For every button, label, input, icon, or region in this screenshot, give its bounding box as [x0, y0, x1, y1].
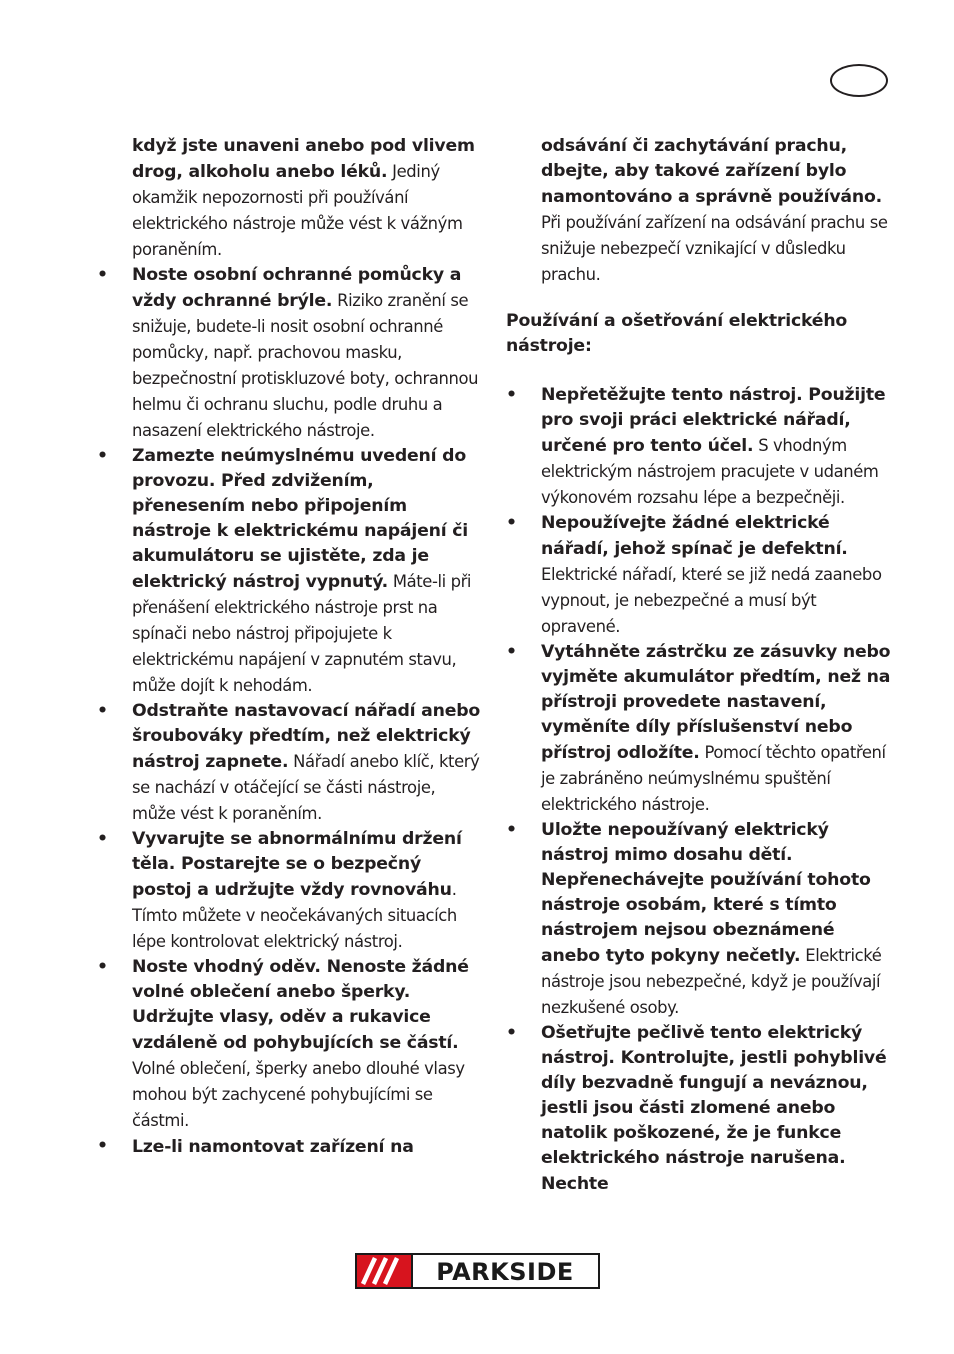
- logo-text: PARKSIDE: [436, 1258, 574, 1286]
- list-item: [97, 1134, 482, 1160]
- list-item: [97, 444, 482, 699]
- bullet-icon: •: [506, 642, 517, 662]
- left-intro-bold: když jste unaveni anebo pod vlivem drog, alkoholu anebo léků.: [132, 136, 475, 182]
- item-bold: Noste osobní ochranné pomůcky a vždy ochranné brýle.: [132, 265, 462, 311]
- list-item: [97, 263, 482, 444]
- bullet-icon: •: [506, 385, 517, 405]
- item-bold: Odstraňte nastavovací nářadí anebo šroubováky předtím, než elektrický nástroj zapnete.: [132, 701, 481, 772]
- item-text: Elektrické nástroje jsou nebezpečné, když je používají nezkušené osoby.: [541, 946, 882, 1017]
- list-item: [506, 640, 891, 818]
- item-bold: Zamezte neúmyslnému uvedení do provozu. Před zdvižením, přenesením nebo připojením nástroje k elektrickému napájení či akumulátoru se ujistěte, zda je elektrický nástroj vypnutý.: [132, 446, 469, 592]
- left-intro-paragraph: [132, 134, 482, 263]
- item-text: Nářadí anebo klíč, který se nachází v otáčející se části nástroje, může vést k poraněním.: [132, 752, 480, 823]
- list-item: [97, 955, 482, 1134]
- bullet-icon: •: [97, 829, 108, 849]
- item-bold: Ošetřujte pečlivě tento elektrický nástroj. Kontrolujte, jestli pohyblivé díly bezvadně fungují a neváznou, jestli jsou části zlomené anebo natolik poškozené, že je funkce elektrického nástroje narušena. Nechte: [541, 1023, 887, 1194]
- bullet-icon: •: [97, 957, 108, 977]
- left-intro-text: Jediný okamžik nepozornosti při používání elektrického nástroje může vést k vážným poraněním.: [132, 162, 463, 259]
- item-text: Riziko zranění se snižuje, budete-li nosit osobní ochranné pomůcky, např. prachovou masku, bezpečnostní protiskluzové boty, ochrannou helmu či ochranu sluchu, podle druhu a nasazení elektrického nástroje.: [132, 291, 479, 440]
- list-item: [506, 818, 891, 1021]
- list-item: [506, 511, 891, 640]
- item-bold: Nepřetěžujte tento nástroj. Použijte pro svoji práci elektrické nářadí, určené pro tento účel.: [541, 385, 886, 456]
- right-intro-text: Při používání zařízení na odsávání prachu se snižuje nebezpečí vznikající v důsledku prachu.: [541, 213, 888, 284]
- item-bold: Vytáhněte zástrčku ze zásuvky nebo vyjměte akumulátor předtím, než na přístroji provedete nastavení, vyměníte díly příslušenství nebo přístroj odložíte.: [541, 642, 891, 763]
- item-bold: Uložte nepoužívaný elektrický nástroj mimo dosahu dětí. Nepřenechávejte používání tohoto nástroje osobám, které s tímto nástrojem nejsou obeznámené anebo tyto pokyny nečetly.: [541, 820, 871, 966]
- item-text: Máte-li při přenášení elektrického nástroje prst na spínači nebo nástroj připojujete k elektrickému napájení v zapnutém stavu, může dojít k nehodám.: [132, 572, 472, 695]
- language-badge: [830, 64, 888, 97]
- item-bold: Vyvarujte se abnormálnímu držení těla. Postarejte se o bezpečný postoj a udržujte vždy rovnováhu: [132, 829, 462, 900]
- list-item: [506, 383, 891, 511]
- item-bold: Nepoužívejte žádné elektrické nářadí, jehož spínač je defektní.: [541, 513, 848, 559]
- right-column-list: [506, 383, 891, 1197]
- item-text: Pomocí těchto opatření je zabráněno neúmyslnému spuštění elektrického nástroje.: [541, 743, 886, 814]
- bullet-icon: •: [97, 265, 108, 285]
- section-heading: Používání a ošetřování elektrického nástroje:: [506, 311, 848, 356]
- bullet-icon: •: [97, 1136, 108, 1156]
- left-column: [97, 134, 482, 1160]
- list-item: [97, 699, 482, 827]
- item-text: Volné oblečení, šperky anebo dlouhé vlasy mohou být zachycené pohybujícími se částmi.: [132, 1059, 465, 1130]
- right-column-intro: [541, 134, 891, 288]
- bullet-icon: •: [97, 701, 108, 721]
- list-item: [97, 827, 482, 955]
- bullet-icon: •: [506, 513, 517, 533]
- right-intro-bold: odsávání či zachytávání prachu, dbejte, aby takové zařízení bylo namontováno a správně používáno.: [541, 136, 883, 207]
- item-bold: Lze-li namontovat zařízení na: [132, 1137, 414, 1157]
- item-text: S vhodným elektrickým nástrojem pracujete v udaném výkonovém rozsahu lépe a bezpečněji.: [541, 436, 879, 507]
- bullet-icon: •: [506, 1023, 517, 1043]
- parkside-logo: [355, 1253, 600, 1289]
- item-text: Elektrické nářadí, které se již nedá zaanebo vypnout, je nebezpečné a musí být opravené.: [541, 565, 882, 636]
- bullet-icon: •: [97, 446, 108, 466]
- list-item: [506, 1021, 891, 1197]
- item-bold: Noste vhodný oděv. Nenoste žádné volné oblečení anebo šperky. Udržujte vlasy, oděv a rukavice vzdáleně od pohybujících se částí.: [132, 957, 469, 1053]
- bullet-icon: •: [506, 820, 517, 840]
- item-text: . Tímto můžete v neočekávaných situacích lépe kontrolovat elektrický nástroj.: [132, 880, 457, 951]
- right-intro-paragraph: [541, 134, 891, 288]
